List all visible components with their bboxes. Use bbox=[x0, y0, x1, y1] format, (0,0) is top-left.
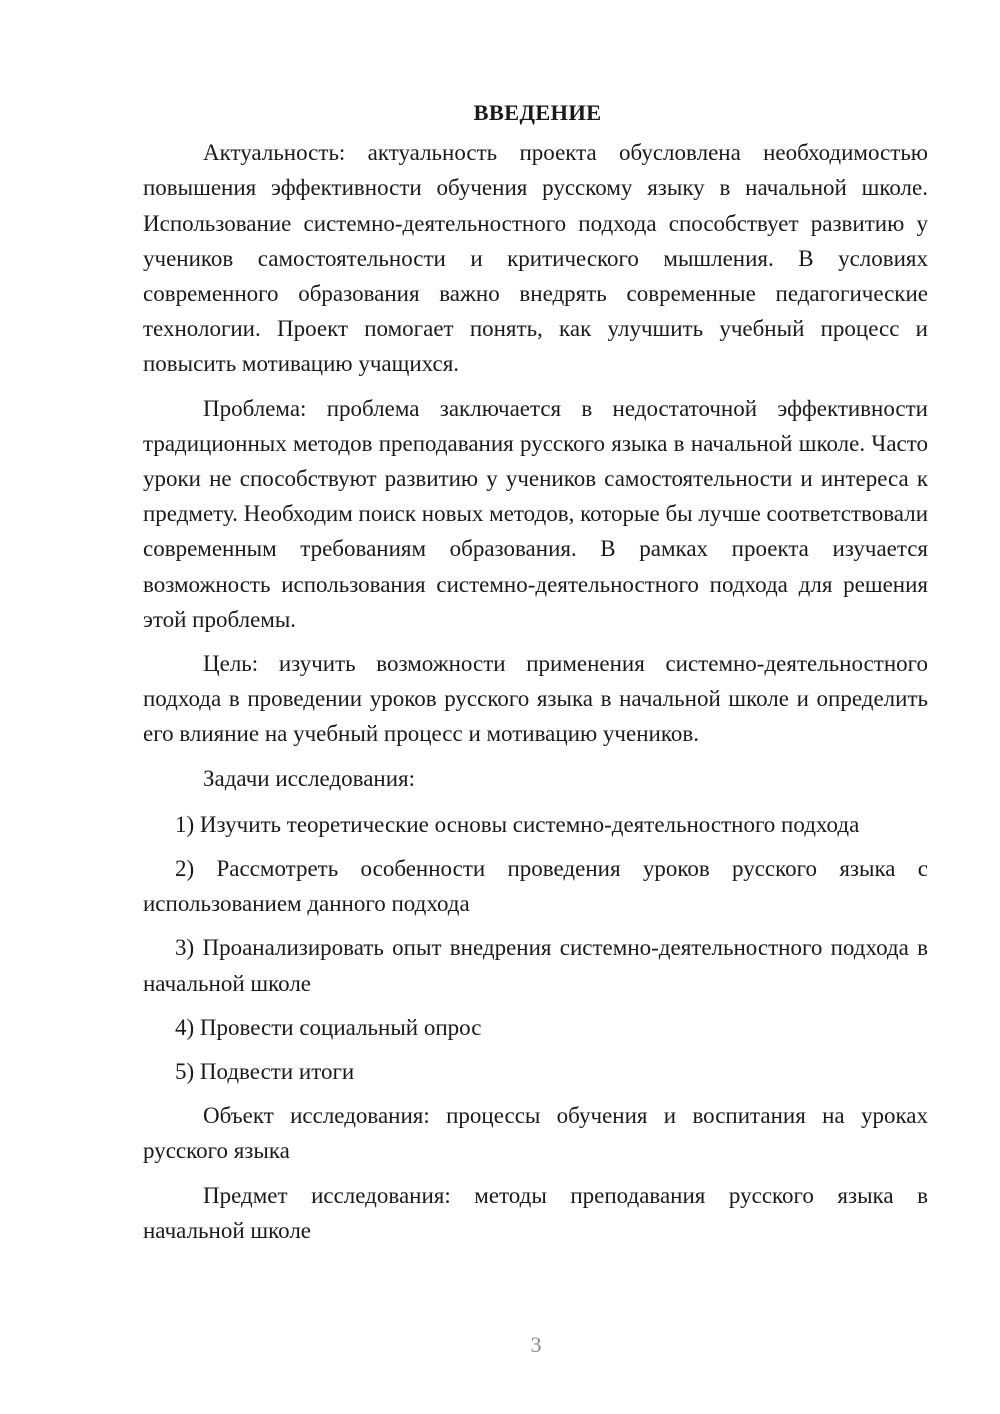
subject-paragraph: Предмет исследования: методы преподавания русского языка в начальной школе bbox=[143, 1182, 928, 1243]
tasks-heading: Задачи исследования: bbox=[203, 765, 416, 791]
task-item: 1) Изучить теоретические основы системно-деятельностного подхода bbox=[175, 811, 860, 837]
page-title: ВВЕДЕНИЕ bbox=[473, 100, 602, 125]
task-item: 4) Провести социальный опрос bbox=[175, 1014, 482, 1040]
problem-paragraph: Проблема: проблема заключается в недостаточной эффективности традиционных методов преподавания русского языка в начальной школе. Часто уроки не способствуют развитию у учеников самостоятельности и интереса к предмету. Необходим поиск новых методов, которые бы лучше соответствовали современным требованиям образования. В рамках проекта изучается возможность использования системно-деятельностного подхода для решения этой проблемы. bbox=[143, 395, 928, 632]
task-item: 2) Рассмотреть особенности проведения уроков русского языка с использованием данного подхода bbox=[143, 856, 928, 917]
task-item: 5) Подвести итоги bbox=[175, 1059, 355, 1085]
task-item: 3) Проанализировать опыт внедрения системно-деятельностного подхода в начальной школе bbox=[143, 935, 928, 996]
tasks-list bbox=[143, 807, 928, 1089]
relevance-paragraph: Актуальность: актуальность проекта обусловлена необходимостью повышения эффективности обучения русскому языку в начальной школе. Использование системно-деятельностного подхода способствует развитию у учеников самостоятельности и критического мышления. В условиях современного образования важно внедрять современные педагогические технологии. Проект помогает понять, как улучшить учебный процесс и повысить мотивацию учащихся. bbox=[143, 140, 928, 377]
object-paragraph: Объект исследования: процессы обучения и воспитания на уроках русского языка bbox=[143, 1103, 928, 1164]
page-number: 3 bbox=[530, 1332, 542, 1357]
goal-paragraph: Цель: изучить возможности применения системно-деятельностного подхода в проведении уроков русского языка в начальной школе и определить его влияние на учебный процесс и мотивацию учеников. bbox=[143, 651, 928, 747]
document-body bbox=[143, 95, 928, 1257]
